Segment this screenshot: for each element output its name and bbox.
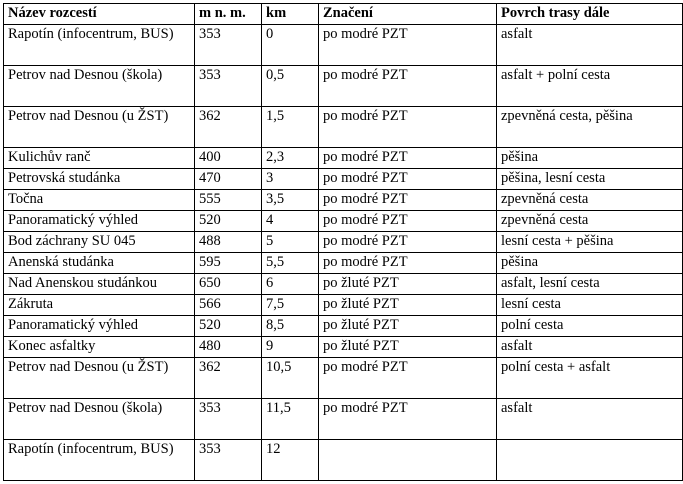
cell-surface: pěšina, lesní cesta (497, 169, 683, 190)
cell-name: Petrov nad Desnou (u ŽST) (4, 358, 195, 399)
cell-km: 10,5 (262, 358, 319, 399)
cell-name: Panoramatický výhled (4, 316, 195, 337)
cell-marking: po modré PZT (319, 399, 497, 440)
cell-surface: lesní cesta (497, 295, 683, 316)
cell-marking: po modré PZT (319, 253, 497, 274)
cell-surface: asfalt (497, 399, 683, 440)
cell-km: 0,5 (262, 66, 319, 107)
cell-name: Zákruta (4, 295, 195, 316)
cell-surface: pěšina (497, 148, 683, 169)
cell-km: 3 (262, 169, 319, 190)
cell-km: 8,5 (262, 316, 319, 337)
cell-name: Petrovská studánka (4, 169, 195, 190)
cell-altitude: 520 (195, 316, 262, 337)
cell-altitude: 353 (195, 399, 262, 440)
cell-marking (319, 440, 497, 481)
cell-name: Konec asfaltky (4, 337, 195, 358)
cell-marking: po žluté PZT (319, 316, 497, 337)
cell-surface: zpevněná cesta (497, 190, 683, 211)
cell-altitude: 480 (195, 337, 262, 358)
cell-altitude: 566 (195, 295, 262, 316)
cell-marking: po modré PZT (319, 66, 497, 107)
cell-name: Anenská studánka (4, 253, 195, 274)
cell-marking: po modré PZT (319, 358, 497, 399)
cell-altitude: 362 (195, 107, 262, 148)
header-km: km (262, 4, 319, 25)
cell-km: 12 (262, 440, 319, 481)
cell-km: 5 (262, 232, 319, 253)
cell-name: Točna (4, 190, 195, 211)
cell-altitude: 353 (195, 25, 262, 66)
header-marking: Značení (319, 4, 497, 25)
cell-marking: po modré PZT (319, 232, 497, 253)
header-altitude: m n. m. (195, 4, 262, 25)
cell-km: 3,5 (262, 190, 319, 211)
table-row (4, 295, 683, 316)
table-row (4, 148, 683, 169)
cell-altitude: 488 (195, 232, 262, 253)
cell-name: Petrov nad Desnou (u ŽST) (4, 107, 195, 148)
cell-altitude: 555 (195, 190, 262, 211)
cell-marking: po modré PZT (319, 107, 497, 148)
cell-marking: po žluté PZT (319, 337, 497, 358)
table-row (4, 107, 683, 148)
table-row (4, 190, 683, 211)
cell-surface: lesní cesta + pěšina (497, 232, 683, 253)
cell-km: 5,5 (262, 253, 319, 274)
cell-altitude: 650 (195, 274, 262, 295)
table-row (4, 316, 683, 337)
cell-surface: asfalt (497, 25, 683, 66)
table-row (4, 169, 683, 190)
table-row (4, 25, 683, 66)
cell-name: Bod záchrany SU 045 (4, 232, 195, 253)
cell-altitude: 470 (195, 169, 262, 190)
cell-name: Rapotín (infocentrum, BUS) (4, 440, 195, 481)
cell-name: Rapotín (infocentrum, BUS) (4, 25, 195, 66)
cell-km: 4 (262, 211, 319, 232)
table-row (4, 399, 683, 440)
cell-km: 7,5 (262, 295, 319, 316)
cell-km: 6 (262, 274, 319, 295)
cell-marking: po modré PZT (319, 148, 497, 169)
cell-surface: asfalt + polní cesta (497, 66, 683, 107)
cell-surface: asfalt (497, 337, 683, 358)
cell-km: 0 (262, 25, 319, 66)
cell-altitude: 362 (195, 358, 262, 399)
cell-surface: polní cesta (497, 316, 683, 337)
table-row (4, 66, 683, 107)
cell-name: Petrov nad Desnou (škola) (4, 399, 195, 440)
route-table (3, 3, 683, 481)
cell-surface (497, 440, 683, 481)
table-row (4, 358, 683, 399)
cell-marking: po žluté PZT (319, 274, 497, 295)
cell-surface: polní cesta + asfalt (497, 358, 683, 399)
cell-marking: po modré PZT (319, 211, 497, 232)
cell-altitude: 400 (195, 148, 262, 169)
header-surface: Povrch trasy dále (497, 4, 683, 25)
cell-surface: asfalt, lesní cesta (497, 274, 683, 295)
table-row (4, 440, 683, 481)
cell-name: Panoramatický výhled (4, 211, 195, 232)
table-row (4, 274, 683, 295)
table-row (4, 337, 683, 358)
cell-altitude: 353 (195, 66, 262, 107)
cell-surface: pěšina (497, 253, 683, 274)
cell-marking: po žluté PZT (319, 295, 497, 316)
cell-km: 11,5 (262, 399, 319, 440)
cell-km: 1,5 (262, 107, 319, 148)
header-name: Název rozcestí (4, 4, 195, 25)
cell-name: Petrov nad Desnou (škola) (4, 66, 195, 107)
cell-name: Nad Anenskou studánkou (4, 274, 195, 295)
cell-altitude: 520 (195, 211, 262, 232)
table-row (4, 253, 683, 274)
cell-surface: zpevněná cesta, pěšina (497, 107, 683, 148)
cell-surface: zpevněná cesta (497, 211, 683, 232)
cell-km: 2,3 (262, 148, 319, 169)
table-row (4, 232, 683, 253)
cell-marking: po modré PZT (319, 25, 497, 66)
cell-marking: po modré PZT (319, 190, 497, 211)
cell-marking: po modré PZT (319, 169, 497, 190)
cell-altitude: 353 (195, 440, 262, 481)
header-row (4, 4, 683, 25)
cell-altitude: 595 (195, 253, 262, 274)
table-row (4, 211, 683, 232)
cell-name: Kulichův ranč (4, 148, 195, 169)
cell-km: 9 (262, 337, 319, 358)
